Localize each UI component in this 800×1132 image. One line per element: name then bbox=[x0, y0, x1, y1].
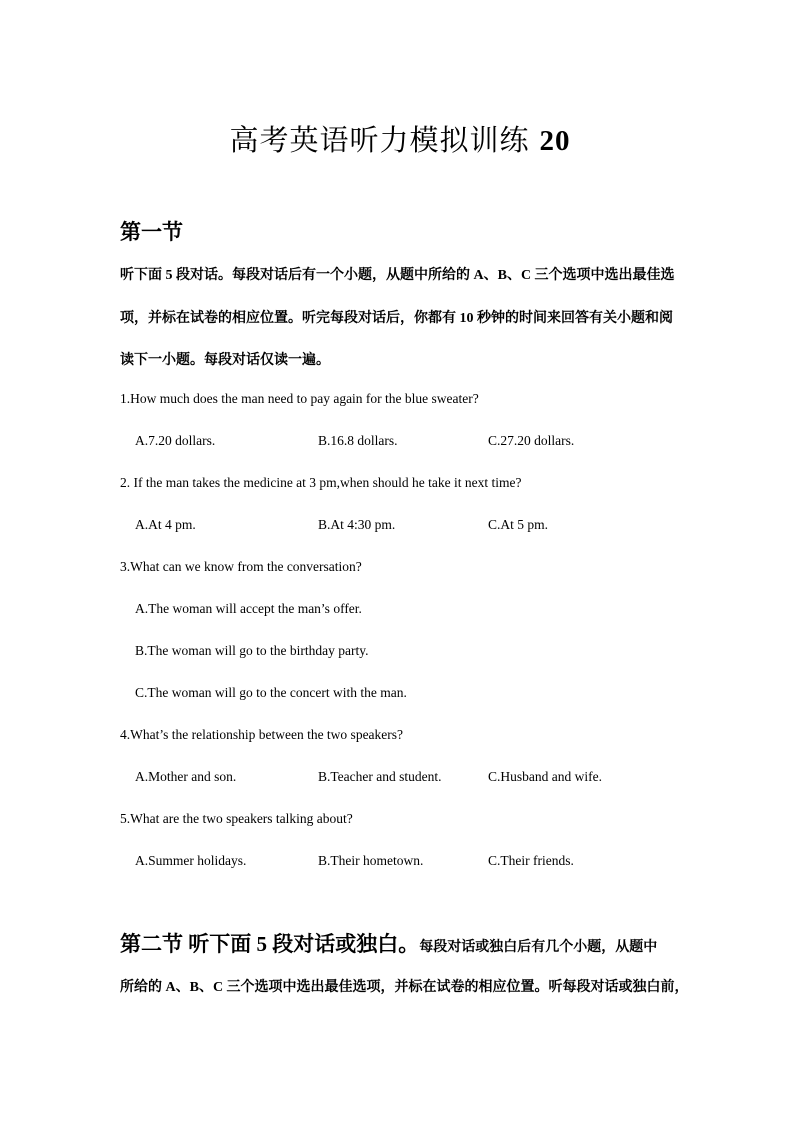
page-title bbox=[0, 118, 800, 159]
question-3: 3.What can we know from the conversation? bbox=[120, 559, 362, 574]
question-4-option-b: B.Teacher and student. bbox=[318, 769, 442, 784]
question-1-option-a: A.7.20 dollars. bbox=[135, 433, 216, 448]
question-3-option-a: A.The woman will accept the man’s offer. bbox=[135, 601, 362, 616]
question-1-option-b: B.16.8 dollars. bbox=[318, 433, 398, 448]
question-3-option-b: B.The woman will go to the birthday party. bbox=[135, 643, 369, 658]
title-number: 20 bbox=[539, 125, 571, 157]
section1-instruction-line-3: 读下一小题。每段对话仅读一遍。 bbox=[120, 353, 330, 368]
section2-heading-line bbox=[120, 928, 657, 958]
section2-instruction-line-2: 所给的 A、B、C 三个选项中选出最佳选项，并标在试卷的相应位置。听每段对话或独白前， bbox=[120, 980, 689, 995]
section1-instruction-line-2: 项，并标在试卷的相应位置。听完每段对话后，你都有 10 秒钟的时间来回答有关小题和阅 bbox=[120, 311, 673, 326]
question-1-option-c: C.27.20 dollars. bbox=[488, 433, 575, 448]
question-4-option-c: C.Husband and wife. bbox=[488, 769, 602, 784]
question-4-option-a: A.Mother and son. bbox=[135, 769, 237, 784]
question-2-option-c: C.At 5 pm. bbox=[488, 517, 549, 532]
question-2-option-a: A.At 4 pm. bbox=[135, 517, 196, 532]
section1-instruction-line-1: 听下面 5 段对话。每段对话后有一个小题，从题中所给的 A、B、C 三个选项中选出最佳选 bbox=[120, 268, 675, 283]
question-5-option-c: C.Their friends. bbox=[488, 853, 574, 868]
question-4: 4.What’s the relationship between the two speakers? bbox=[120, 727, 404, 742]
question-3-option-c: C.The woman will go to the concert with the man. bbox=[135, 685, 407, 700]
title-text: 高考英语听力模拟训练 bbox=[229, 125, 530, 157]
question-5-option-b: B.Their hometown. bbox=[318, 853, 424, 868]
question-2: 2. If the man takes the medicine at 3 pm,when should he take it next time? bbox=[120, 475, 522, 490]
question-5: 5.What are the two speakers talking about? bbox=[120, 811, 353, 826]
section1-heading: 第一节 bbox=[120, 220, 183, 244]
question-2-option-b: B.At 4:30 pm. bbox=[318, 517, 396, 532]
question-5-option-a: A.Summer holidays. bbox=[135, 853, 247, 868]
question-1: 1.How much does the man need to pay again for the blue sweater? bbox=[120, 391, 479, 406]
section2-heading: 第二节 听下面 5 段对话或独白。 bbox=[120, 932, 420, 956]
section2-instruction-start: 每段对话或独白后有几个小题，从题中 bbox=[419, 940, 658, 955]
